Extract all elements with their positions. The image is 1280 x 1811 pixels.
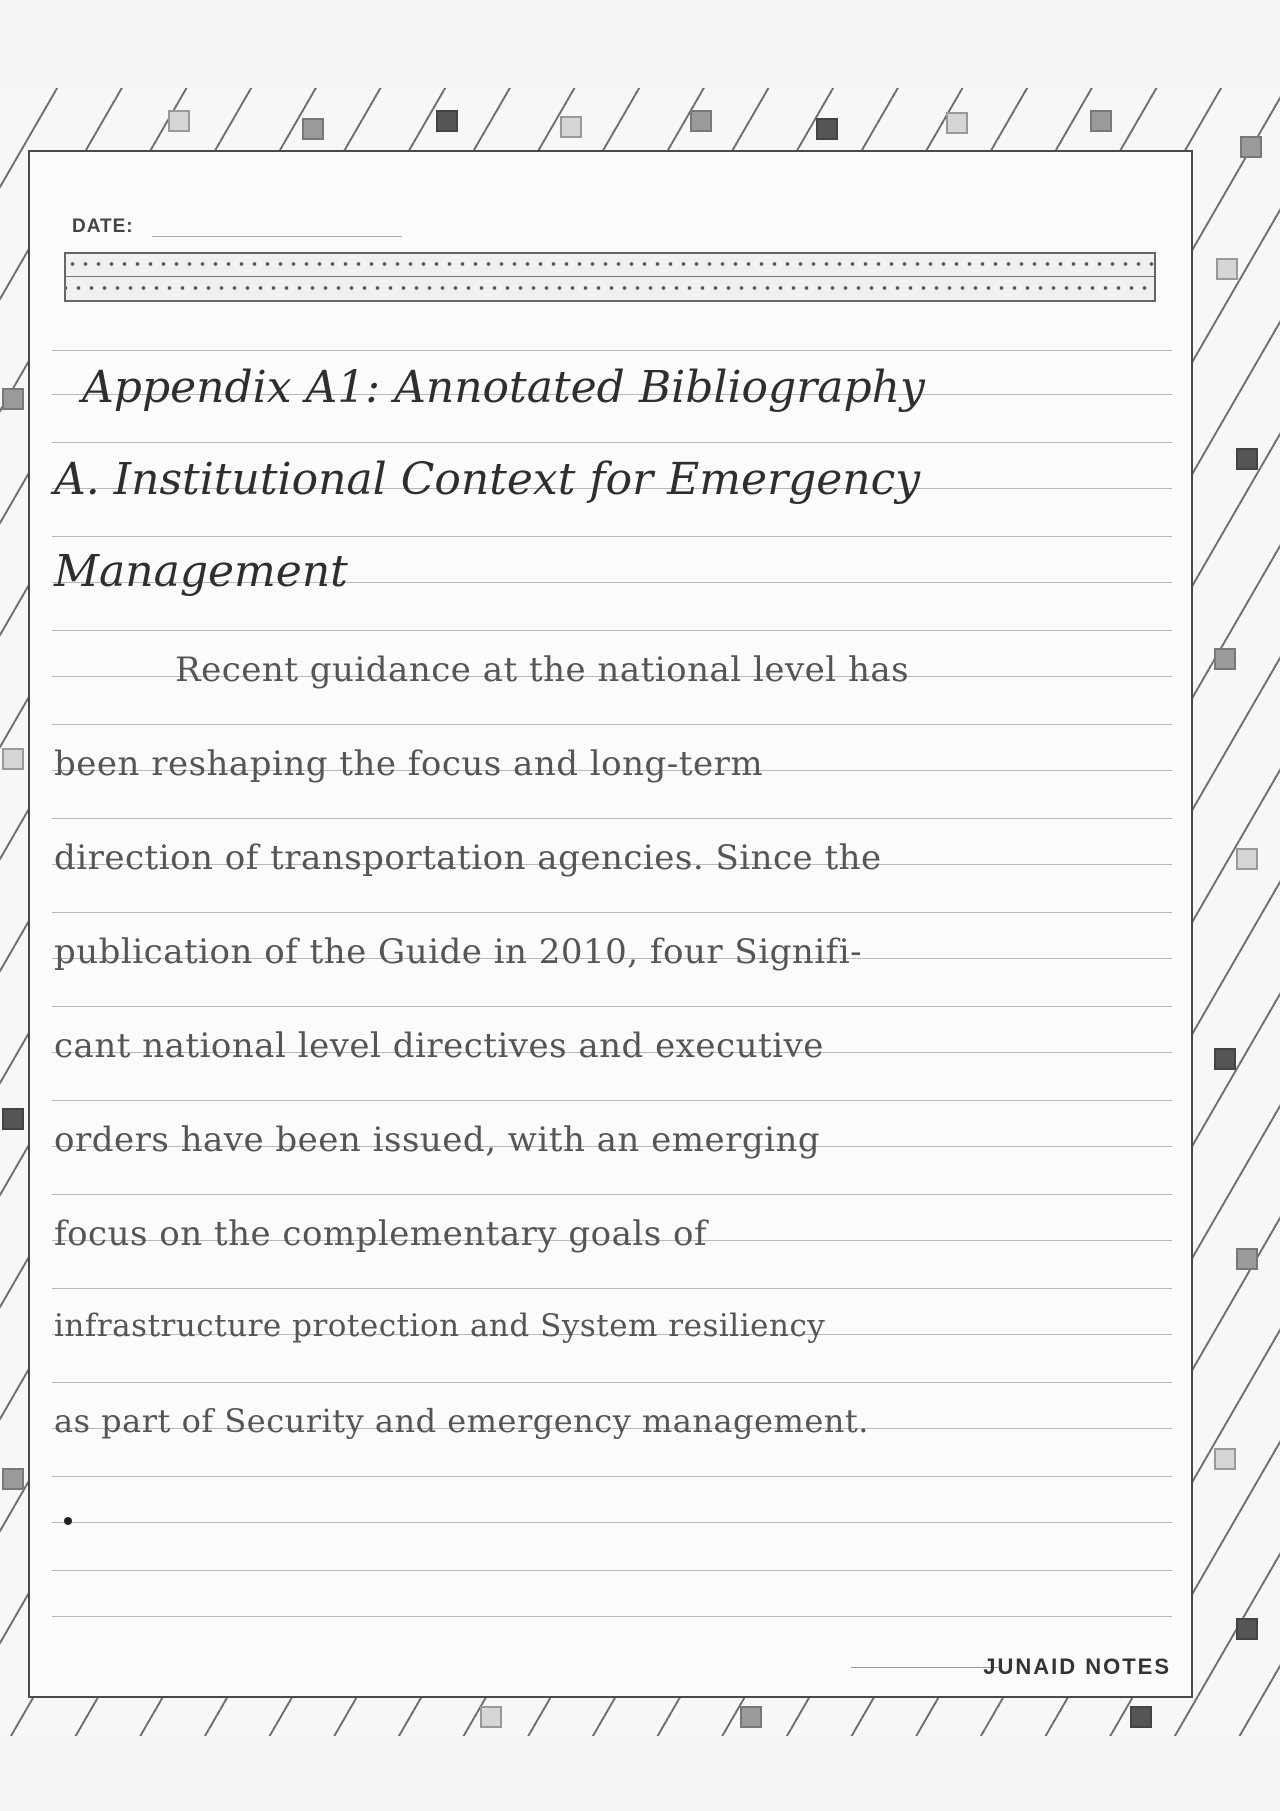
dotted-header-band [64,252,1156,302]
decor-square [2,1468,24,1490]
ruled-line [52,1570,1172,1571]
body-line: direction of transportation agencies. Since the [54,838,882,878]
decor-square [1090,110,1112,132]
ruled-line [52,536,1172,537]
decor-square [2,388,24,410]
brand-label: JUNAID NOTES [983,1654,1171,1679]
ruled-line [52,1006,1172,1007]
ruled-line [52,350,1172,351]
decor-square [1236,848,1258,870]
decor-square [690,110,712,132]
section-heading-continued: Management [54,546,348,597]
body-line: infrastructure protection and System resiliency [54,1308,826,1344]
ruled-line [52,1522,1172,1523]
ruled-line [52,1382,1172,1383]
ruled-line [52,1476,1172,1477]
decor-square [1214,648,1236,670]
decor-square [2,1108,24,1130]
body-line: Recent guidance at the national level has [175,650,910,690]
decor-square [2,748,24,770]
ruled-line [52,1194,1172,1195]
decor-square [816,118,838,140]
body-line: been reshaping the focus and long-term [54,744,764,784]
section-heading: A. Institutional Context for Emergency [54,454,921,505]
ruled-line [52,630,1172,631]
notebook-page [28,150,1193,1698]
decor-square [480,1706,502,1728]
body-line: focus on the complementary goals of [54,1214,708,1254]
ruled-line [52,818,1172,819]
decor-square [1240,136,1262,158]
body-line: publication of the Guide in 2010, four Signifi- [54,932,863,972]
date-field-line [152,236,402,237]
ruled-line [52,1616,1172,1617]
decor-square [302,118,324,140]
date-label: DATE: [72,216,134,237]
decor-square [1214,1048,1236,1070]
decor-square [436,110,458,132]
body-line: orders have been issued, with an emerging [54,1120,821,1160]
decor-square [1214,1448,1236,1470]
decor-square [740,1706,762,1728]
ruled-line [52,1100,1172,1101]
stray-dot [64,1517,72,1525]
decor-square [1236,1248,1258,1270]
decor-square [1130,1706,1152,1728]
body-line: as part of Security and emergency management. [54,1402,869,1440]
decor-square [560,116,582,138]
body-line: cant national level directives and executive [54,1026,824,1066]
decor-square [1236,1618,1258,1640]
decor-square [168,110,190,132]
ruled-line [52,442,1172,443]
decor-square [1216,258,1238,280]
ruled-line [52,1288,1172,1289]
brand-underline [851,1667,1001,1668]
decor-square [1236,448,1258,470]
ruled-line [52,912,1172,913]
appendix-title: Appendix A1: Annotated Bibliography [82,362,925,413]
ruled-line [52,724,1172,725]
decor-square [946,112,968,134]
